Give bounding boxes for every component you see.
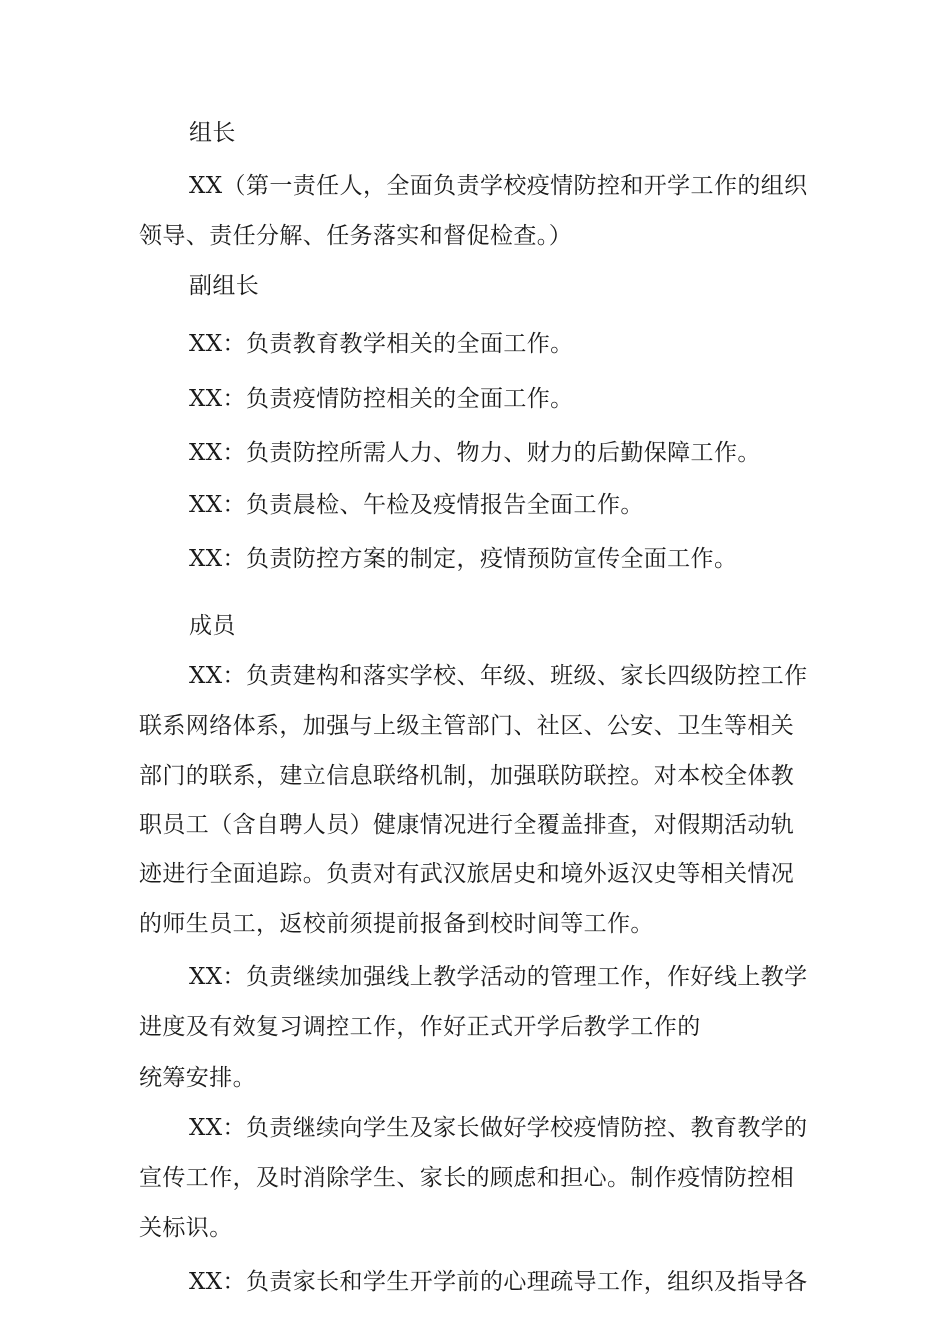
deputy-line: XX：负责疫情防控相关的全面工作。 — [189, 386, 574, 412]
deputy-line: XX：负责防控方案的制定，疫情预防宣传全面工作。 — [189, 546, 738, 572]
deputy-line: XX：负责教育教学相关的全面工作。 — [189, 331, 574, 357]
member-line: 部门的联系，建立信息联络机制，加强联防联控。对本校全体教 — [139, 763, 795, 789]
member-line: 关标识。 — [139, 1215, 233, 1241]
member-line: XX：负责建构和落实学校、年级、班级、家长四级防控工作 — [189, 663, 808, 689]
leader-line: 领导、责任分解、任务落实和督促检查。） — [139, 223, 573, 249]
member-line: 职员工（含自聘人员）健康情况进行全覆盖排查，对假期活动轨 — [139, 812, 795, 838]
leader-line: XX（第一责任人，全面负责学校疫情防控和开学工作的组织 — [189, 173, 808, 199]
member-line: XX：负责继续向学生及家长做好学校疫情防控、教育教学的 — [189, 1115, 808, 1141]
member-line: XX：负责家长和学生开学前的心理疏导工作，组织及指导各 — [189, 1269, 808, 1295]
heading-members: 成员 — [189, 613, 236, 639]
member-line: XX：负责继续加强线上教学活动的管理工作，作好线上教学 — [189, 964, 808, 990]
member-line: 宣传工作，及时消除学生、家长的顾虑和担心。制作疫情防控相 — [139, 1165, 795, 1191]
member-line: 进度及有效复习调控工作，作好正式开学后教学工作的 — [139, 1014, 701, 1040]
heading-leader: 组长 — [189, 120, 236, 146]
deputy-line: XX：负责防控所需人力、物力、财力的后勤保障工作。 — [189, 440, 761, 466]
member-line: 的师生员工，返校前须提前报备到校时间等工作。 — [139, 911, 654, 937]
heading-deputy: 副组长 — [189, 273, 260, 299]
member-line: 联系网络体系，加强与上级主管部门、社区、公安、卫生等相关 — [139, 713, 795, 739]
member-line: 统筹安排。 — [139, 1065, 256, 1091]
deputy-line: XX：负责晨检、午检及疫情报告全面工作。 — [189, 492, 644, 518]
member-line: 迹进行全面追踪。负责对有武汉旅居史和境外返汉史等相关情况 — [139, 861, 795, 887]
